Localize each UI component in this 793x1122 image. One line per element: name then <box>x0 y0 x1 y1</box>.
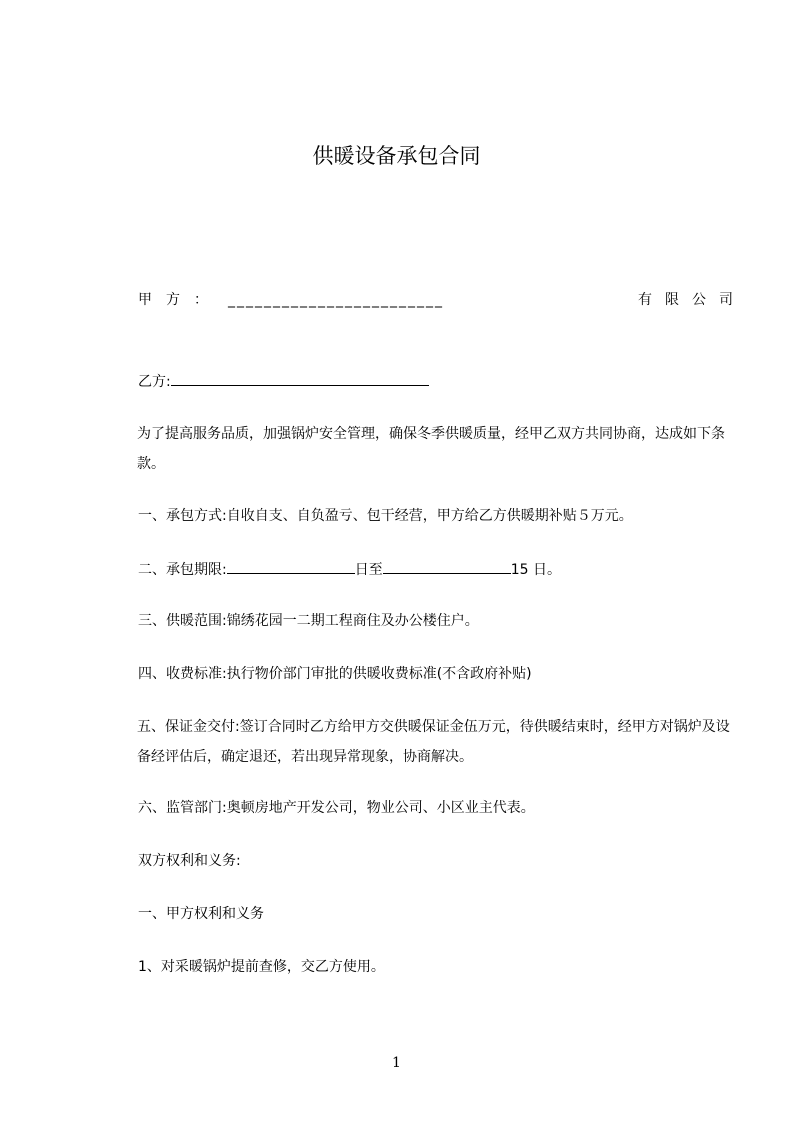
clause-2-suffix: 15 日。 <box>510 562 561 578</box>
term-start-blank <box>227 558 355 574</box>
page-number: 1 <box>392 1055 401 1071</box>
clause-2 <box>138 558 738 581</box>
document-title: 供暖设备承包合同 <box>312 144 481 168</box>
party-b-line <box>138 370 738 393</box>
party-a-rights-heading: 一、甲方权利和义务 <box>138 906 264 922</box>
party-a-line <box>138 289 746 311</box>
clause-2-prefix: 二、承包期限: <box>138 562 227 578</box>
term-end-blank <box>383 558 511 574</box>
intro-paragraph: 为了提高服务品质，加强锅炉安全管理，确保冬季供暖质量，经甲乙双方共同协商，达成如下条款。 <box>137 426 725 472</box>
party-b-label: 乙方: <box>138 374 171 390</box>
clause-6: 六、监管部门:奥顿房地产开发公司，物业公司、小区业主代表。 <box>138 800 535 816</box>
clause-3: 三、供暖范围:锦绣花园一二期工程商住及办公楼住户。 <box>138 613 479 629</box>
party-a-blank: ________________________ <box>228 292 444 308</box>
clause-5: 五、保证金交付:签订合同时乙方给甲方交供暖保证金伍万元，待供暖结束时，经甲方对锅炉及设备经评估后，确定退还，若出现异常现象，协商解决。 <box>137 719 730 765</box>
item-1: 1、对采暖锅炉提前查修，交乙方使用。 <box>138 959 385 975</box>
clause-2-middle: 日至 <box>354 562 383 578</box>
party-a-suffix: 有限公司 <box>638 292 746 308</box>
clause-1: 一、承包方式:自收自支、自负盈亏、包干经营，甲方给乙方供暖期补贴５万元。 <box>138 508 633 524</box>
rights-heading: 双方权利和义务: <box>138 853 241 869</box>
clause-4: 四、收费标准:执行物价部门审批的供暖收费标准(不含政府补贴) <box>138 666 532 682</box>
party-b-blank <box>171 370 429 386</box>
party-a-label: 甲方： <box>138 292 222 308</box>
